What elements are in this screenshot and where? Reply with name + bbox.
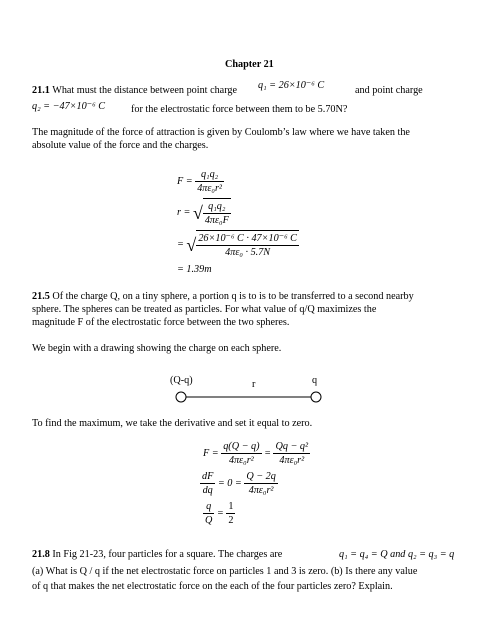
- distance-equation: r = √ $\frac{\text{q₁q₂}}{\text{4πε₀F}}$: [177, 198, 231, 227]
- problem-21-1-question-c: for the electrostatic force between them to be 5.70N?: [131, 104, 348, 115]
- problem-21-5-line-1: 21.5 Of the charge Q, on a tiny sphere, a portion q is to is to be transferred to a second nearby: [32, 291, 414, 302]
- derivative-equation: $\frac{dF}{dq}$ = 0 = $\frac{Q - 2q}{\text{4πε₀r²}}$: [202, 471, 276, 496]
- drawing-intro: We begin with a drawing showing the charge on each sphere.: [32, 343, 282, 354]
- distance-result: = 1.39m: [177, 264, 212, 275]
- q1-expression: q₁ = 26×10⁻⁶ C: [258, 80, 325, 91]
- force-function-equation: F = $\frac{q(Q - q)}{\text{4πε₀r²}}$ = $\frac{\text{Qq − q²}}{\text{4πε₀r²}}$: [203, 441, 309, 466]
- problem-number: 21.8: [32, 549, 50, 560]
- coulomb-force-equation: F = $\frac{\text{q₁q₂}}{\text{4πε₀r²}}$: [177, 169, 222, 194]
- problem-21-5-line-2: sphere. The spheres can be treated as particles. For what value of q/Q maximizes the: [32, 304, 377, 315]
- page-title: Chapter 21: [225, 59, 274, 70]
- q2-expression: q₂ = −47×10⁻⁶ C: [32, 101, 105, 112]
- problem-21-5-line-3: magnitude F of the electrostatic force between the two spheres.: [32, 317, 290, 328]
- problem-21-1-question-b: and point charge: [355, 85, 423, 96]
- answer-text-line-1: The magnitude of the force of attraction is given by Coulomb’s law where we have taken the: [32, 127, 410, 138]
- problem-21-1-question-a: 21.1 What must the distance between point charge: [32, 85, 238, 96]
- label-q: q: [312, 375, 318, 386]
- ratio-result: $\frac{q}{Q}$ = $\frac{1}{2}$: [205, 501, 234, 526]
- label-q-minus-q: (Q-q): [170, 375, 193, 386]
- problem-number: 21.5: [32, 291, 50, 302]
- distance-substitution: = √ $\frac{\text{26×10⁻⁶ C · 47×10⁻⁶ C}}{\text{4πε₀ · 5.7N}}$: [177, 230, 299, 259]
- problem-number: 21.1: [32, 85, 50, 96]
- problem-21-8-line-1: 21.8 In Fig 21-23, four particles for a square. The charges are: [32, 549, 283, 560]
- sphere-right-icon: [311, 392, 321, 402]
- derivative-intro: To find the maximum, we take the derivative and set it equal to zero.: [32, 418, 313, 429]
- problem-21-8-line-2: (a) What is Q / q if the net electrostatic force on particles 1 and 3 is zero. (b) Is there any value: [32, 566, 418, 577]
- sphere-left-icon: [176, 392, 186, 402]
- label-r: r: [252, 379, 256, 390]
- answer-text-line-2: absolute value of the force and the charges.: [32, 140, 209, 151]
- charges-expression: q₁ = q₄ = Q and q₂ = q₃ = q: [339, 549, 455, 560]
- charges-diagram: [170, 386, 330, 408]
- problem-21-8-line-3: of q that makes the net electrostatic force on the each of the four particles zero? Explain.: [32, 581, 393, 592]
